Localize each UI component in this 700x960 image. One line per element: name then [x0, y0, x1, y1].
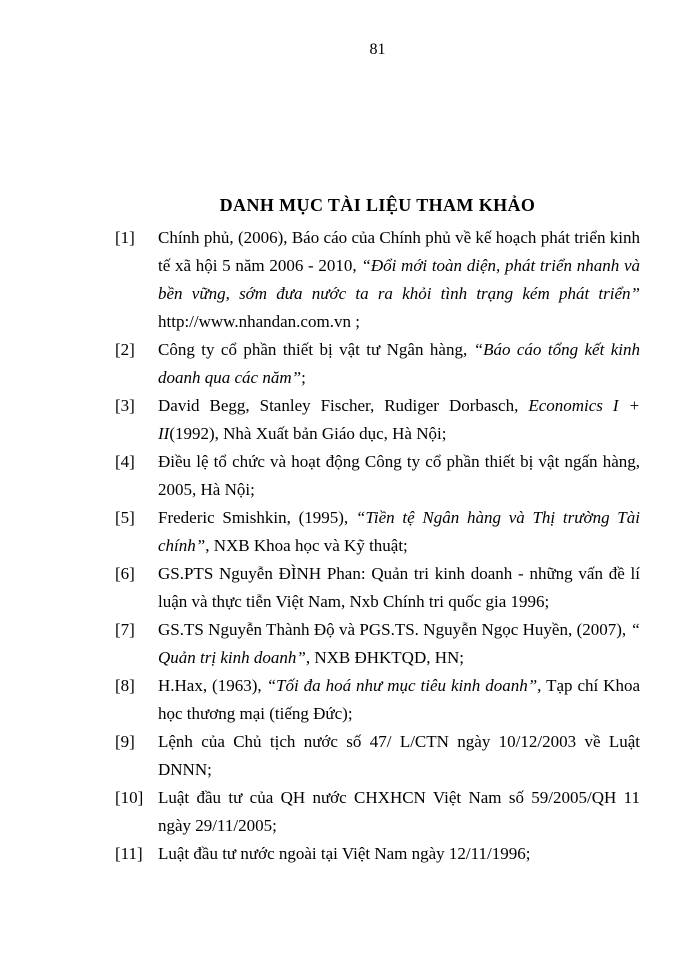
reference-item — [115, 616, 640, 672]
reference-segment: H.Hax, (1963), — [158, 676, 267, 695]
reference-text — [158, 504, 640, 560]
reference-segment: Frederic Smishkin, (1995), — [158, 508, 356, 527]
reference-title-segment: “Báo cáo tổng kết kinh doanh qua các năm” — [158, 340, 640, 387]
reference-segment: GS.PTS Nguyễn ĐÌNH Phan: Quản tri kinh doanh - những vấn đề lí luận và thực tiễn Việt Nam, Nxb Chính tri quốc gia 1996; — [158, 564, 640, 611]
reference-segment: (1992), Nhà Xuất bản Giáo dục, Hà Nội; — [169, 424, 447, 443]
reference-segment: Chính phủ, (2006), Báo cáo của Chính phủ về kế hoạch phát triển kinh tế xã hội 5 năm 2006 - 2010, — [158, 228, 640, 275]
reference-number: [10] — [115, 788, 144, 807]
page-number: 81 — [369, 41, 386, 58]
reference-segment: GS.TS Nguyễn Thành Độ và PGS.TS. Nguyễn Ngọc Huyền, (2007), — [158, 620, 631, 639]
reference-item — [115, 224, 640, 336]
reference-text — [158, 392, 640, 448]
reference-segment: Luật đầu tư nước ngoài tại Việt Nam ngày 12/11/1996; — [158, 844, 531, 863]
reference-text — [158, 728, 640, 784]
reference-text — [158, 840, 640, 868]
reference-segment: , NXB Khoa học và Kỹ thuật; — [205, 536, 408, 555]
reference-title-segment: “Tiền tệ Ngân hàng và Thị trường Tài chính” — [158, 508, 640, 555]
reference-segment: Lệnh của Chủ tịch nước số 47/ L/CTN ngày 10/12/2003 về Luật DNNN; — [158, 732, 640, 779]
reference-text — [158, 560, 640, 616]
reference-number: [8] — [115, 676, 135, 695]
reference-item — [115, 336, 640, 392]
reference-number: [9] — [115, 732, 135, 751]
reference-item — [115, 392, 640, 448]
reference-number: [1] — [115, 228, 135, 247]
reference-number: [3] — [115, 396, 135, 415]
reference-segment: ; — [301, 368, 306, 387]
reference-list — [115, 224, 640, 868]
reference-text — [158, 336, 640, 392]
reference-segment: Luật đầu tư của QH nước CHXHCN Việt Nam số 59/2005/QH 11 ngày 29/11/2005; — [158, 788, 640, 835]
reference-item — [115, 840, 640, 868]
reference-item — [115, 728, 640, 784]
reference-text — [158, 616, 640, 672]
reference-segment: , NXB ĐHKTQD, HN; — [305, 648, 465, 667]
reference-title-segment: “Đổi mới toàn diện, phát triển nhanh và bền vững, sớm đưa nước ta ra khỏi tình trạng kém phát triển” — [158, 256, 640, 303]
reference-title-segment: “ Quản trị kinh doanh” — [158, 620, 640, 667]
reference-text — [158, 784, 640, 840]
reference-number: [6] — [115, 564, 135, 583]
reference-item — [115, 560, 640, 616]
reference-segment: Điều lệ tổ chức và hoạt động Công ty cổ phần thiết bị vật ngấn hàng, 2005, Hà Nội; — [158, 452, 640, 499]
page-title: DANH MỤC TÀI LIỆU THAM KHẢO — [219, 195, 536, 215]
reference-segment: David Begg, Stanley Fischer, Rudiger Dorbasch, — [158, 396, 529, 415]
reference-segment: Công ty cổ phần thiết bị vật tư Ngân hàng, — [158, 340, 474, 359]
reference-item — [115, 672, 640, 728]
reference-text — [158, 672, 640, 728]
reference-title-segment: “Tối đa hoá như mục tiêu kinh doanh”, — [266, 676, 542, 695]
reference-number: [2] — [115, 340, 135, 359]
reference-segment: Tạp chí Khoa học thương mại (tiếng Đức); — [158, 676, 641, 723]
reference-number: [11] — [115, 844, 143, 863]
reference-segment: http://www.nhandan.com.vn ; — [158, 312, 360, 331]
reference-number: [5] — [115, 508, 135, 527]
reference-number: [7] — [115, 620, 135, 639]
reference-text — [158, 224, 640, 336]
reference-item — [115, 448, 640, 504]
reference-number: [4] — [115, 452, 135, 471]
reference-item — [115, 784, 640, 840]
reference-text — [158, 448, 640, 504]
reference-item — [115, 504, 640, 560]
reference-title-segment: Economics I + II — [158, 396, 640, 443]
